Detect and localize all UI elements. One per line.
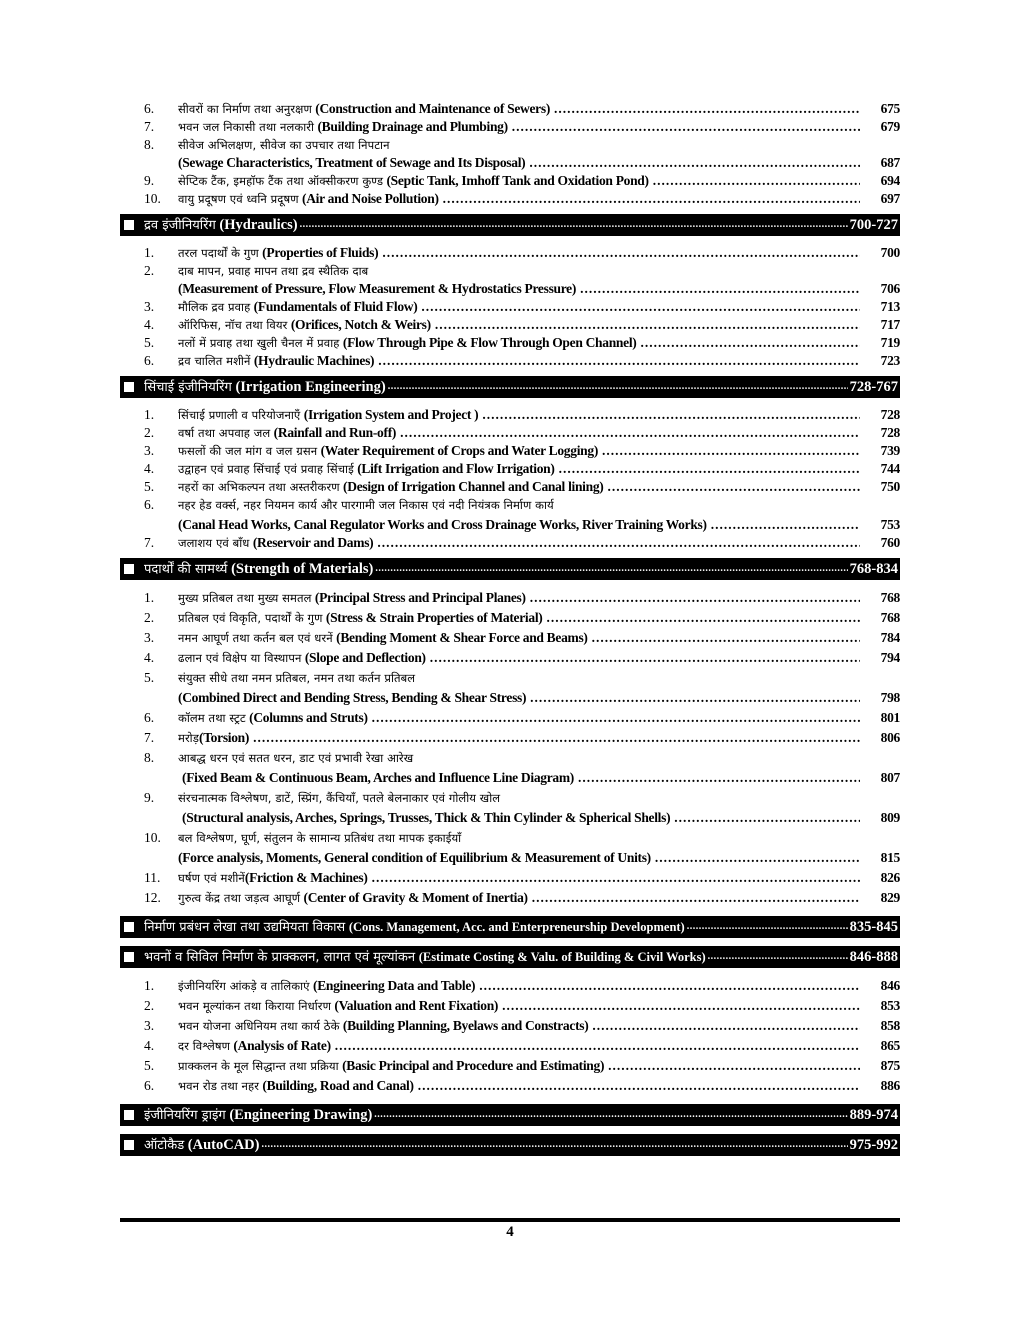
entry-page: 728 xyxy=(880,407,900,422)
section-title-english: (Irrigation Engineering) xyxy=(235,379,386,395)
entry-page: 679 xyxy=(880,119,900,134)
entry-page: 713 xyxy=(880,299,900,314)
section-page-range: 889-974 xyxy=(849,1107,898,1123)
entry-page: 728 xyxy=(880,425,900,440)
entry-title-hindi: वर्षा तथा अपवाह जल xyxy=(178,426,271,440)
section-title-english: (Estimate Costing & Valu. of Building & Civil Works) xyxy=(418,950,706,964)
toc-entry[interactable] xyxy=(120,588,900,608)
toc-entry-continuation[interactable] xyxy=(120,808,900,828)
entry-page: 719 xyxy=(880,335,900,350)
entry-number: 8. xyxy=(144,750,155,765)
toc-entry[interactable] xyxy=(120,788,900,808)
entry-page: 829 xyxy=(880,890,900,905)
entry-number: 1. xyxy=(144,245,155,260)
entry-title-hindi: बल विश्लेषण, घूर्ण, संतुलन के सामान्य प्रतिबंध तथा मापक इकाईयाँ xyxy=(178,831,462,845)
entry-title-hindi: कॉलम तथा स्ट्रट xyxy=(178,711,246,725)
section-title-english: (Engineering Drawing) xyxy=(229,1107,373,1123)
toc-entry-continuation[interactable] xyxy=(120,688,900,708)
entry-page: 886 xyxy=(880,1078,900,1093)
dot-leader xyxy=(592,628,860,648)
dot-leader xyxy=(578,768,860,788)
toc-entry[interactable] xyxy=(120,190,900,208)
dot-leader xyxy=(653,172,860,190)
entry-title-english: (Structural analysis, Arches, Springs, Trusses, Thick & Thin Cylinder & Spherical Shells) xyxy=(182,810,671,825)
entry-number: 6. xyxy=(144,1078,155,1093)
section-page-range: 846-888 xyxy=(849,949,898,965)
entry-page: 801 xyxy=(880,710,900,725)
entry-title-english: (Force analysis, Moments, General condition of Equilibrium & Measurement of Units) xyxy=(178,850,651,865)
entry-title-hindi: दर विश्लेषण xyxy=(178,1039,231,1053)
entry-title-hindi: संयुक्त सीधे तथा नमन प्रतिबल, नमन तथा कर्तन प्रतिबल xyxy=(178,671,416,685)
section-title-hindi: निर्माण प्रबंधन लेखा तथा उद्यमियता विकास xyxy=(144,920,346,935)
section-title-english: (Strength of Materials) xyxy=(231,561,374,577)
entry-title-english: (Air and Noise Pollution) xyxy=(302,191,439,206)
entry-page: 706 xyxy=(880,281,900,296)
dot-leader xyxy=(418,1076,860,1096)
dot-leader xyxy=(687,916,848,938)
entry-title-hindi: नहर हेड वर्क्स, नहर नियमन कार्य और पारगामी जल निकास एवं नदी नियंत्रक निर्माण कार्य xyxy=(178,498,554,512)
entry-title-english: (Sewage Characteristics, Treatment of Sewage and Its Disposal) xyxy=(178,155,526,170)
entry-number: 6. xyxy=(144,497,155,512)
entry-page: 697 xyxy=(880,191,900,206)
entry-title-english: (Orifices, Notch & Weirs) xyxy=(290,317,431,332)
entry-page: 784 xyxy=(880,630,900,645)
dot-leader xyxy=(530,688,860,708)
toc-entry-continuation[interactable] xyxy=(120,280,900,298)
section-title-hindi: भवनों व सिविल निर्माण के प्राक्कलन, लागत एवं मूल्यांकन xyxy=(144,950,416,965)
dot-leader xyxy=(372,708,860,728)
entry-number: 2. xyxy=(144,263,155,278)
section-header-irrigation[interactable] xyxy=(120,376,900,398)
toc-entry-continuation[interactable] xyxy=(120,848,900,868)
entry-title-english: (Lift Irrigation and Flow Irrigation) xyxy=(357,461,555,476)
entry-title-hindi: भवन योजना अधिनियम तथा कार्य ठेके xyxy=(178,1019,340,1033)
entry-page: 723 xyxy=(880,353,900,368)
entry-number: 11. xyxy=(144,870,161,885)
toc-entry[interactable] xyxy=(120,496,900,514)
entry-title-english: (Building Planning, Byelaws and Constracts) xyxy=(342,1018,589,1033)
dot-leader xyxy=(530,588,860,608)
entry-title-hindi: गुरुत्व केंद्र तथा जड़त्व आघूर्ण xyxy=(178,891,301,905)
entry-page: 809 xyxy=(880,810,900,825)
toc-entry[interactable] xyxy=(120,478,900,496)
toc-entry-continuation[interactable] xyxy=(120,154,900,172)
dot-leader xyxy=(674,808,860,828)
dot-leader xyxy=(554,100,860,118)
entry-page: 768 xyxy=(880,590,900,605)
square-bullet-icon xyxy=(124,382,134,392)
entry-title-hindi: तरल पदार्थों के गुण xyxy=(178,246,259,260)
toc-entry[interactable] xyxy=(120,608,900,628)
toc-entry[interactable] xyxy=(120,1016,900,1036)
entry-title-english: (Stress & Strain Properties of Material) xyxy=(325,610,543,625)
square-bullet-icon xyxy=(124,220,134,230)
entry-page: 675 xyxy=(880,101,900,116)
entry-number: 6. xyxy=(144,710,155,725)
section-page-range: 768-834 xyxy=(849,561,898,577)
entry-page: 807 xyxy=(880,770,900,785)
dot-leader xyxy=(546,608,860,628)
toc-entry[interactable] xyxy=(120,648,900,668)
toc-entry[interactable] xyxy=(120,406,900,424)
toc-entry[interactable] xyxy=(120,1036,900,1056)
section-title-hindi: पदार्थों की सामर्थ्य xyxy=(144,562,228,577)
entry-page: 750 xyxy=(880,479,900,494)
entry-page: 846 xyxy=(880,978,900,993)
toc-entry[interactable] xyxy=(120,262,900,280)
table-of-contents xyxy=(120,100,900,1164)
entry-title-english: (Fundamentals of Fluid Flow) xyxy=(253,299,418,314)
footer-divider xyxy=(120,1218,900,1222)
entry-number: 2. xyxy=(144,998,155,1013)
entry-title-hindi: सीवरों का निर्माण तथा अनुरक्षण xyxy=(178,102,312,116)
entry-number: 9. xyxy=(144,173,155,188)
entry-number: 6. xyxy=(144,353,155,368)
entry-page: 875 xyxy=(880,1058,900,1073)
dot-leader xyxy=(502,996,860,1016)
entry-title-english: (Engineering Data and Table) xyxy=(313,978,476,993)
entry-page: 806 xyxy=(880,730,900,745)
dot-leader xyxy=(253,728,860,748)
entry-title-english: (Fixed Beam & Continuous Beam, Arches and Influence Line Diagram) xyxy=(182,770,575,785)
square-bullet-icon xyxy=(124,1140,134,1150)
entry-title-hindi: इंजीनियरिंग आंकड़े व तालिकाएं xyxy=(178,979,310,993)
entry-title-hindi: भवन जल निकासी तथा नलकारी xyxy=(178,120,315,134)
toc-entry-continuation[interactable] xyxy=(120,514,900,534)
entry-number: 5. xyxy=(144,335,155,350)
dot-leader xyxy=(435,316,860,334)
entry-number: 4. xyxy=(144,317,155,332)
entry-number: 3. xyxy=(144,443,155,458)
entry-title-english: (Basic Principal and Procedure and Estimating) xyxy=(342,1058,605,1073)
toc-entry[interactable] xyxy=(120,298,900,316)
entry-page: 694 xyxy=(880,173,900,188)
entry-title-hindi: दाब मापन, प्रवाह मापन तथा द्रव स्थैतिक दाब xyxy=(178,264,369,278)
entry-title-english: (Water Requirement of Crops and Water Logging) xyxy=(320,443,599,458)
entry-title-english: (Friction & Machines) xyxy=(244,870,368,885)
entry-title-hindi: द्रव चालित मशीनें xyxy=(178,354,251,368)
entry-number: 1. xyxy=(144,978,155,993)
entry-number: 10. xyxy=(144,191,161,206)
entry-page: 700 xyxy=(880,245,900,260)
toc-entry[interactable] xyxy=(120,708,900,728)
dot-leader xyxy=(479,976,860,996)
dot-leader xyxy=(443,190,860,208)
toc-entry[interactable] xyxy=(120,534,900,552)
dot-leader xyxy=(592,1016,860,1036)
entry-number: 12. xyxy=(144,890,161,905)
dot-leader xyxy=(711,514,860,536)
dot-leader xyxy=(602,442,860,460)
square-bullet-icon xyxy=(124,1110,134,1120)
entry-title-hindi: सेप्टिक टैंक, इमहॉफ टैंक तथा ऑक्सीकरण कुण्ड xyxy=(178,174,384,188)
toc-entry[interactable] xyxy=(120,244,900,262)
entry-number: 7. xyxy=(144,119,155,134)
entry-number: 1. xyxy=(144,590,155,605)
section-title-english: (AutoCAD) xyxy=(187,1137,260,1153)
toc-entry[interactable] xyxy=(120,868,900,888)
entry-number: 2. xyxy=(144,610,155,625)
dot-leader xyxy=(482,406,860,424)
dot-leader xyxy=(335,1036,860,1056)
dot-leader xyxy=(512,118,860,136)
dot-leader xyxy=(655,848,860,868)
entry-title-hindi: घर्षण एवं मशीनें xyxy=(178,871,245,885)
entry-title-english: (Valuation and Rent Fixation) xyxy=(334,998,499,1013)
dot-leader xyxy=(388,376,848,398)
entry-title-hindi: प्राक्कलन के मूल सिद्धान्त तथा प्रक्रिया xyxy=(178,1059,339,1073)
entry-title-english: (Measurement of Pressure, Flow Measurement & Hydrostatics Pressure) xyxy=(178,281,577,296)
entry-title-hindi: मुख्य प्रतिबल तथा मुख्य समतल xyxy=(178,591,312,605)
toc-entry[interactable] xyxy=(120,460,900,478)
entry-title-english: (Properties of Fluids) xyxy=(262,245,379,260)
entry-page: 760 xyxy=(880,535,900,550)
entry-number: 1. xyxy=(144,407,155,422)
entry-page: 753 xyxy=(880,517,900,532)
entry-number: 5. xyxy=(144,479,155,494)
entry-title-hindi: भवन मूल्यांकन तथा किराया निर्धारण xyxy=(178,999,332,1013)
entry-page: 768 xyxy=(880,610,900,625)
section-title-hindi: द्रव इंजीनियरिंग xyxy=(144,218,216,233)
dot-leader xyxy=(640,334,860,352)
toc-entry[interactable] xyxy=(120,1056,900,1076)
entry-title-english: (Construction and Maintenance of Sewers) xyxy=(315,101,551,116)
entry-page: 798 xyxy=(880,690,900,705)
entry-number: 4. xyxy=(144,461,155,476)
dot-leader xyxy=(372,868,860,888)
entry-number: 10. xyxy=(144,830,161,845)
section-title-hindi: ऑटोकैड xyxy=(144,1138,185,1153)
toc-entry[interactable] xyxy=(120,976,900,996)
entry-page: 858 xyxy=(880,1018,900,1033)
entry-page: 744 xyxy=(880,461,900,476)
section-header-autocad[interactable] xyxy=(120,1134,900,1156)
dot-leader xyxy=(608,478,861,496)
entry-title-hindi: मौलिक द्रव प्रवाह xyxy=(178,300,251,314)
entry-title-english: (Center of Gravity & Moment of Inertia) xyxy=(303,890,528,905)
entry-title-english: (Septic Tank, Imhoff Tank and Oxidation Pond) xyxy=(386,173,649,188)
square-bullet-icon xyxy=(124,952,134,962)
toc-entry[interactable] xyxy=(120,888,900,908)
entry-title-english: (Combined Direct and Bending Stress, Bending & Shear Stress) xyxy=(178,690,527,705)
toc-entry[interactable] xyxy=(120,628,900,648)
toc-entry[interactable] xyxy=(120,728,900,748)
dot-leader xyxy=(580,280,860,298)
entry-title-english: (Hydraulic Machines) xyxy=(253,353,375,368)
entry-number: 2. xyxy=(144,425,155,440)
entry-page: 853 xyxy=(880,998,900,1013)
section-title-hindi: सिंचाई इंजीनियरिंग xyxy=(144,380,232,395)
entry-page: 815 xyxy=(880,850,900,865)
dot-leader xyxy=(559,460,860,478)
entry-title-hindi: आबद्ध धरन एवं सतत धरन, डाट एवं प्रभावी रेखा आरेख xyxy=(178,751,414,765)
section-header-estimate-costing[interactable] xyxy=(120,946,900,968)
entry-page: 717 xyxy=(880,317,900,332)
dot-leader xyxy=(708,946,848,968)
toc-entry[interactable] xyxy=(120,136,900,154)
section-header-hydraulics[interactable] xyxy=(120,214,900,236)
entry-title-english: (Principal Stress and Principal Planes) xyxy=(314,590,526,605)
entry-title-english: (Analysis of Rate) xyxy=(233,1038,331,1053)
entry-number: 5. xyxy=(144,1058,155,1073)
entry-title-english: (Slope and Deflection) xyxy=(304,650,426,665)
dot-leader xyxy=(382,244,860,262)
entry-title-hindi: सिंचाई प्रणाली व परियोजनाएँ xyxy=(178,408,301,422)
section-page-range: 700-727 xyxy=(849,217,898,233)
entry-number: 7. xyxy=(144,730,155,745)
toc-entry[interactable] xyxy=(120,424,900,442)
entry-title-hindi: नलों में प्रवाह तथा खुली चैनल में प्रवाह xyxy=(178,336,340,350)
dot-leader xyxy=(300,214,848,236)
toc-entry[interactable] xyxy=(120,996,900,1016)
entry-page: 826 xyxy=(880,870,900,885)
entry-title-english: (Canal Head Works, Canal Regulator Works and Cross Drainage Works, River Training Works) xyxy=(178,517,707,532)
section-title-english: (Cons. Management, Acc. and Enterpreneurship Development) xyxy=(348,920,685,934)
square-bullet-icon xyxy=(124,564,134,574)
dot-leader xyxy=(375,558,847,580)
section-page-range: 728-767 xyxy=(849,379,898,395)
dot-leader xyxy=(421,298,860,316)
entry-title-hindi: नमन आघूर्ण तथा कर्तन बल एवं धरनें xyxy=(178,631,333,645)
toc-entry[interactable] xyxy=(120,828,900,848)
section-title-english: (Hydraulics) xyxy=(219,217,298,233)
toc-entry[interactable] xyxy=(120,668,900,688)
entry-title-english: (Columns and Struts) xyxy=(249,710,368,725)
toc-entry[interactable] xyxy=(120,118,900,136)
square-bullet-icon xyxy=(124,922,134,932)
entry-title-hindi: उद्वाहन एवं प्रवाह सिंचाई एवं प्रवाह सिंचाई xyxy=(178,462,354,476)
toc-entry[interactable] xyxy=(120,100,900,118)
dot-leader xyxy=(430,648,860,668)
entry-title-hindi: ढलान एवं विक्षेप या विस्थापन xyxy=(178,651,302,665)
entry-number: 9. xyxy=(144,790,155,805)
entry-page: 865 xyxy=(880,1038,900,1053)
entry-title-english: (Reservoir and Dams) xyxy=(252,535,374,550)
dot-leader xyxy=(529,154,860,172)
entry-title-english: (Design of Irrigation Channel and Canal lining) xyxy=(343,479,604,494)
dot-leader xyxy=(378,352,860,370)
entry-title-english: (Flow Through Pipe & Flow Through Open Channel) xyxy=(342,335,637,350)
section-header-engineering-drawing[interactable] xyxy=(120,1104,900,1126)
section-header-construction-management[interactable] xyxy=(120,916,900,938)
entry-title-hindi: जलाशय एवं बाँध xyxy=(178,536,250,550)
entry-title-hindi: नहरों का अभिकल्पन तथा अस्तरीकरण xyxy=(178,480,340,494)
entry-title-hindi: सीवेज अभिलक्षण, सीवेज का उपचार तथा निपटान xyxy=(178,138,390,152)
entry-number: 3. xyxy=(144,299,155,314)
entry-number: 5. xyxy=(144,670,155,685)
entry-number: 3. xyxy=(144,630,155,645)
section-page-range: 835-845 xyxy=(849,919,898,935)
entry-number: 4. xyxy=(144,650,155,665)
entry-number: 3. xyxy=(144,1018,155,1033)
dot-leader xyxy=(261,1134,847,1156)
entry-title-hindi: भवन रोड तथा नहर xyxy=(178,1079,260,1093)
entry-number: 8. xyxy=(144,137,155,152)
entry-title-hindi: संरचनात्मक विश्लेषण, डाटें, स्प्रिंग, कैंचियाँ, पतले बेलनाकार एवं गोलीय खोल xyxy=(178,791,501,805)
entry-title-english: (Torsion) xyxy=(199,730,250,745)
entry-title-english: (Building Drainage and Plumbing) xyxy=(317,119,508,134)
entry-title-english: (Rainfall and Run-off) xyxy=(273,425,397,440)
dot-leader xyxy=(608,1056,860,1076)
entry-title-hindi: वायु प्रदूषण एवं ध्वनि प्रदूषण xyxy=(178,192,299,206)
section-header-strength-of-materials[interactable] xyxy=(120,558,900,580)
toc-entry[interactable] xyxy=(120,334,900,352)
entry-page: 794 xyxy=(880,650,900,665)
entry-title-english: (Irrigation System and Project ) xyxy=(303,407,479,422)
entry-number: 6. xyxy=(144,101,155,116)
entry-title-hindi: मरोड़ xyxy=(178,731,200,745)
entry-title-english: (Building, Road and Canal) xyxy=(262,1078,414,1093)
toc-entry[interactable] xyxy=(120,442,900,460)
entry-number: 4. xyxy=(144,1038,155,1053)
entry-title-hindi: प्रतिबल एवं विकृति, पदार्थों के गुण xyxy=(178,611,323,625)
toc-entry[interactable] xyxy=(120,748,900,768)
dot-leader xyxy=(377,534,860,552)
dot-leader xyxy=(374,1104,847,1126)
toc-entry[interactable] xyxy=(120,1076,900,1096)
toc-entry[interactable] xyxy=(120,316,900,334)
toc-entry-continuation[interactable] xyxy=(120,768,900,788)
page-number: 4 xyxy=(506,1224,514,1240)
entry-title-hindi: ऑरिफिस, नॉच तथा वियर xyxy=(178,318,288,332)
entry-title-hindi: फसलों की जल मांग व जल ग्रसन xyxy=(178,444,318,458)
section-title-hindi: इंजीनियरिंग ड्राइंग xyxy=(144,1108,226,1123)
toc-entry[interactable] xyxy=(120,172,900,190)
entry-number: 7. xyxy=(144,535,155,550)
entry-title-english: (Bending Moment & Shear Force and Beams) xyxy=(336,630,588,645)
entry-page: 739 xyxy=(880,443,900,458)
dot-leader xyxy=(400,424,860,442)
toc-entry[interactable] xyxy=(120,352,900,370)
dot-leader xyxy=(532,888,860,908)
entry-page: 687 xyxy=(880,155,900,170)
section-page-range: 975-992 xyxy=(849,1137,898,1153)
